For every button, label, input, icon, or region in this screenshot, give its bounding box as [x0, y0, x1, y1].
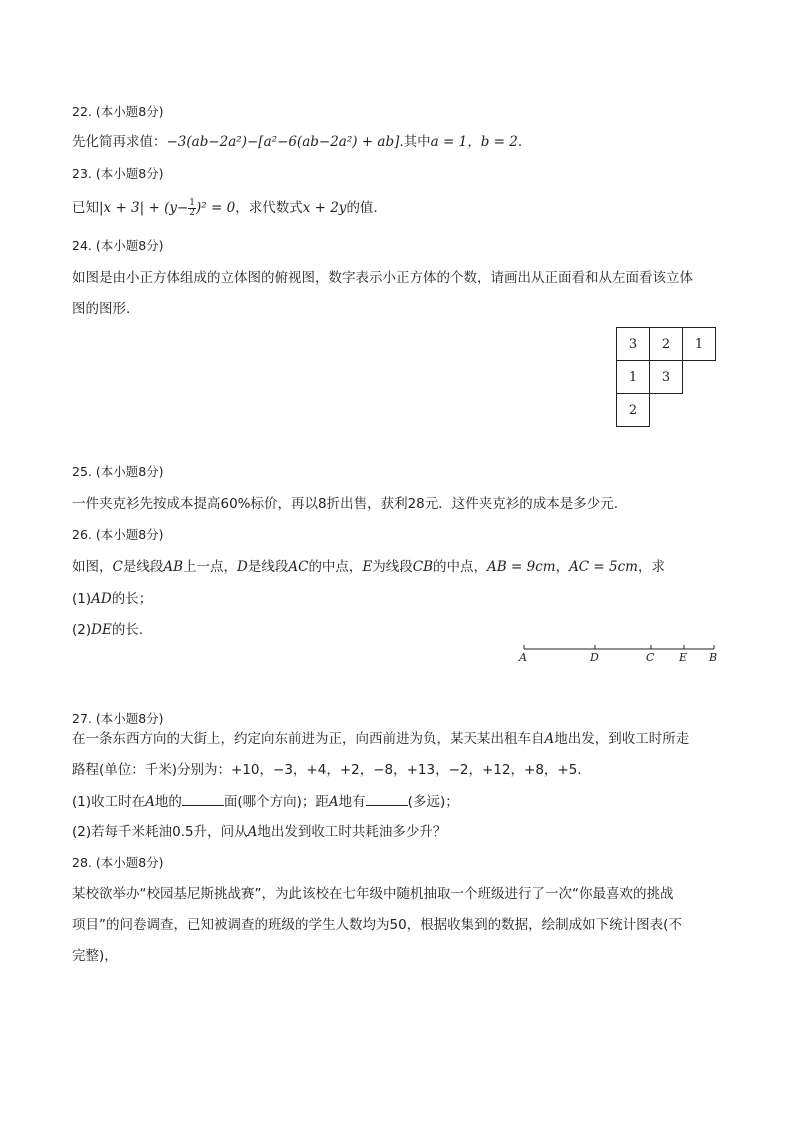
q26-point-e: E [362, 559, 373, 575]
q27-l1-point: A [544, 731, 555, 747]
q27-sub1 [72, 791, 459, 812]
q26-t7: 的中点， [433, 559, 488, 575]
q27-line2: 路程(单位：千米)分别为：+10，−3，+4，+2，−8，+13，−2，+12，+8，+5. [72, 762, 582, 778]
grid-cell: 3 [649, 360, 683, 394]
q26-t6: 为线段 [372, 559, 413, 575]
q26-sep: ， [555, 559, 570, 575]
q26-seg-ab: AB [163, 559, 184, 575]
q22-expression: −3(ab−2a²)−[a²−6(ab−2a²) + ab] [166, 134, 400, 150]
q27-s1-point2: A [328, 794, 339, 810]
q26-seg-cb: CB [412, 559, 434, 575]
q27-s2a: (2)若每千米耗油0.5升，问从 [72, 824, 248, 840]
q23-expr-c: x + 2y [302, 200, 347, 216]
q23-mid: ，求代数式 [235, 200, 303, 216]
label-a: A [519, 651, 527, 664]
q27-l1a: 在一条东西方向的大街上，约定向东前进为正，向西前进为负，某天某出租车自 [72, 731, 545, 747]
distance-blank[interactable] [366, 791, 408, 806]
q22-condition: a = 1，b = 2 [430, 134, 518, 150]
q22-text [72, 132, 522, 152]
q26-point-c: C [112, 559, 123, 575]
q27-s2b: 地出发到收工时共耗油多少升？ [257, 824, 447, 840]
q27-s2-point: A [247, 824, 258, 840]
q27-s1e: (多远)； [407, 794, 459, 810]
q23-frac-num: 1 [189, 197, 196, 208]
q26-header: 26. (本小题8分) [72, 527, 164, 542]
q27-s1b: 地的 [154, 794, 182, 810]
q27-line1 [72, 729, 689, 749]
q26-t1: 如图， [72, 559, 113, 575]
q26-sub1-seg: AD [91, 591, 112, 607]
q26-t4: 是线段 [247, 559, 289, 575]
q28-header: 28. (本小题8分) [72, 855, 164, 870]
direction-blank[interactable] [182, 791, 224, 806]
q26-sub2-text: 的长. [111, 622, 144, 638]
grid-cell: 1 [682, 327, 716, 361]
q24-header: 24. (本小题8分) [72, 238, 164, 253]
q26-seg-ac: AC [288, 559, 309, 575]
q27-s1d: 地有 [338, 794, 366, 810]
q27-header: 27. (本小题8分) [72, 711, 164, 726]
q23-fraction [188, 199, 196, 218]
label-b: B [709, 651, 718, 664]
q23-expr-b: )² = 0 [196, 200, 236, 216]
q23-frac-den: 2 [189, 207, 196, 218]
q26-sub2-num: (2) [72, 622, 92, 638]
q26-t8: ，求 [638, 559, 665, 575]
q26-sub2 [72, 620, 143, 640]
label-c: C [646, 651, 655, 664]
grid-cell: 1 [616, 360, 650, 394]
q26-t3: 上一点， [183, 559, 238, 575]
q22-end: . [517, 134, 523, 150]
q23-prefix: 已知 [72, 200, 99, 216]
q26-sub2-seg: DE [91, 622, 112, 638]
label-e: E [679, 651, 688, 664]
q26-t2: 是线段 [122, 559, 164, 575]
q23-expr-a: |x + 3| + (y− [99, 200, 189, 216]
q22-mid: .其中 [399, 134, 431, 150]
q24-line2: 图的图形. [72, 301, 131, 317]
q28-line2: 项目”的问卷调查，已知被调查的班级的学生人数均为50，根据收集到的数据，绘制成如下统计图表(不 [72, 917, 682, 933]
segment-diagram [520, 640, 720, 670]
q22-prefix: 先化简再求值： [72, 134, 167, 150]
q27-s1c: 面(哪个方向)；距 [223, 794, 329, 810]
grid-cell: 3 [616, 327, 650, 361]
q26-eq-ac: AC = 5cm [569, 559, 638, 575]
q23-text [72, 198, 378, 218]
q25-text: 一件夹克衫先按成本提高60%标价，再以8折出售，获利28元．这件夹克衫的成本是多少元. [72, 496, 619, 512]
q26-sub1 [72, 589, 152, 609]
q25-header: 25. (本小题8分) [72, 464, 164, 479]
q27-sub2 [72, 822, 446, 842]
q26-point-d: D [237, 559, 248, 575]
q27-l1b: 地出发，到收工时所走 [554, 731, 690, 747]
q28-line1: 某校欲举办“校园基尼斯挑战赛”，为此该校在七年级中随机抽取一个班级进行了一次“你最喜欢的挑战 [72, 886, 674, 902]
q27-s1-point: A [145, 794, 155, 810]
q26-eq-ab: AB = 9cm [487, 559, 556, 575]
q26-sub1-num: (1) [72, 591, 92, 607]
label-d: D [590, 651, 599, 664]
q27-s1a: (1)收工时在 [72, 794, 146, 810]
q26-sub1-text: 的长； [111, 591, 153, 607]
q23-end: 的值. [346, 200, 378, 216]
q26-intro [72, 557, 665, 577]
q24-line1: 如图是由小正方体组成的立体图的俯视图，数字表示小正方体的个数，请画出从正面看和从左面看该立体 [72, 270, 693, 286]
grid-cell: 2 [616, 393, 650, 427]
grid-cell: 2 [649, 327, 683, 361]
q28-line3: 完整)， [72, 948, 118, 964]
q23-header: 23. (本小题8分) [72, 166, 164, 181]
q22-header: 22. (本小题8分) [72, 104, 164, 119]
q26-t5: 的中点， [308, 559, 363, 575]
